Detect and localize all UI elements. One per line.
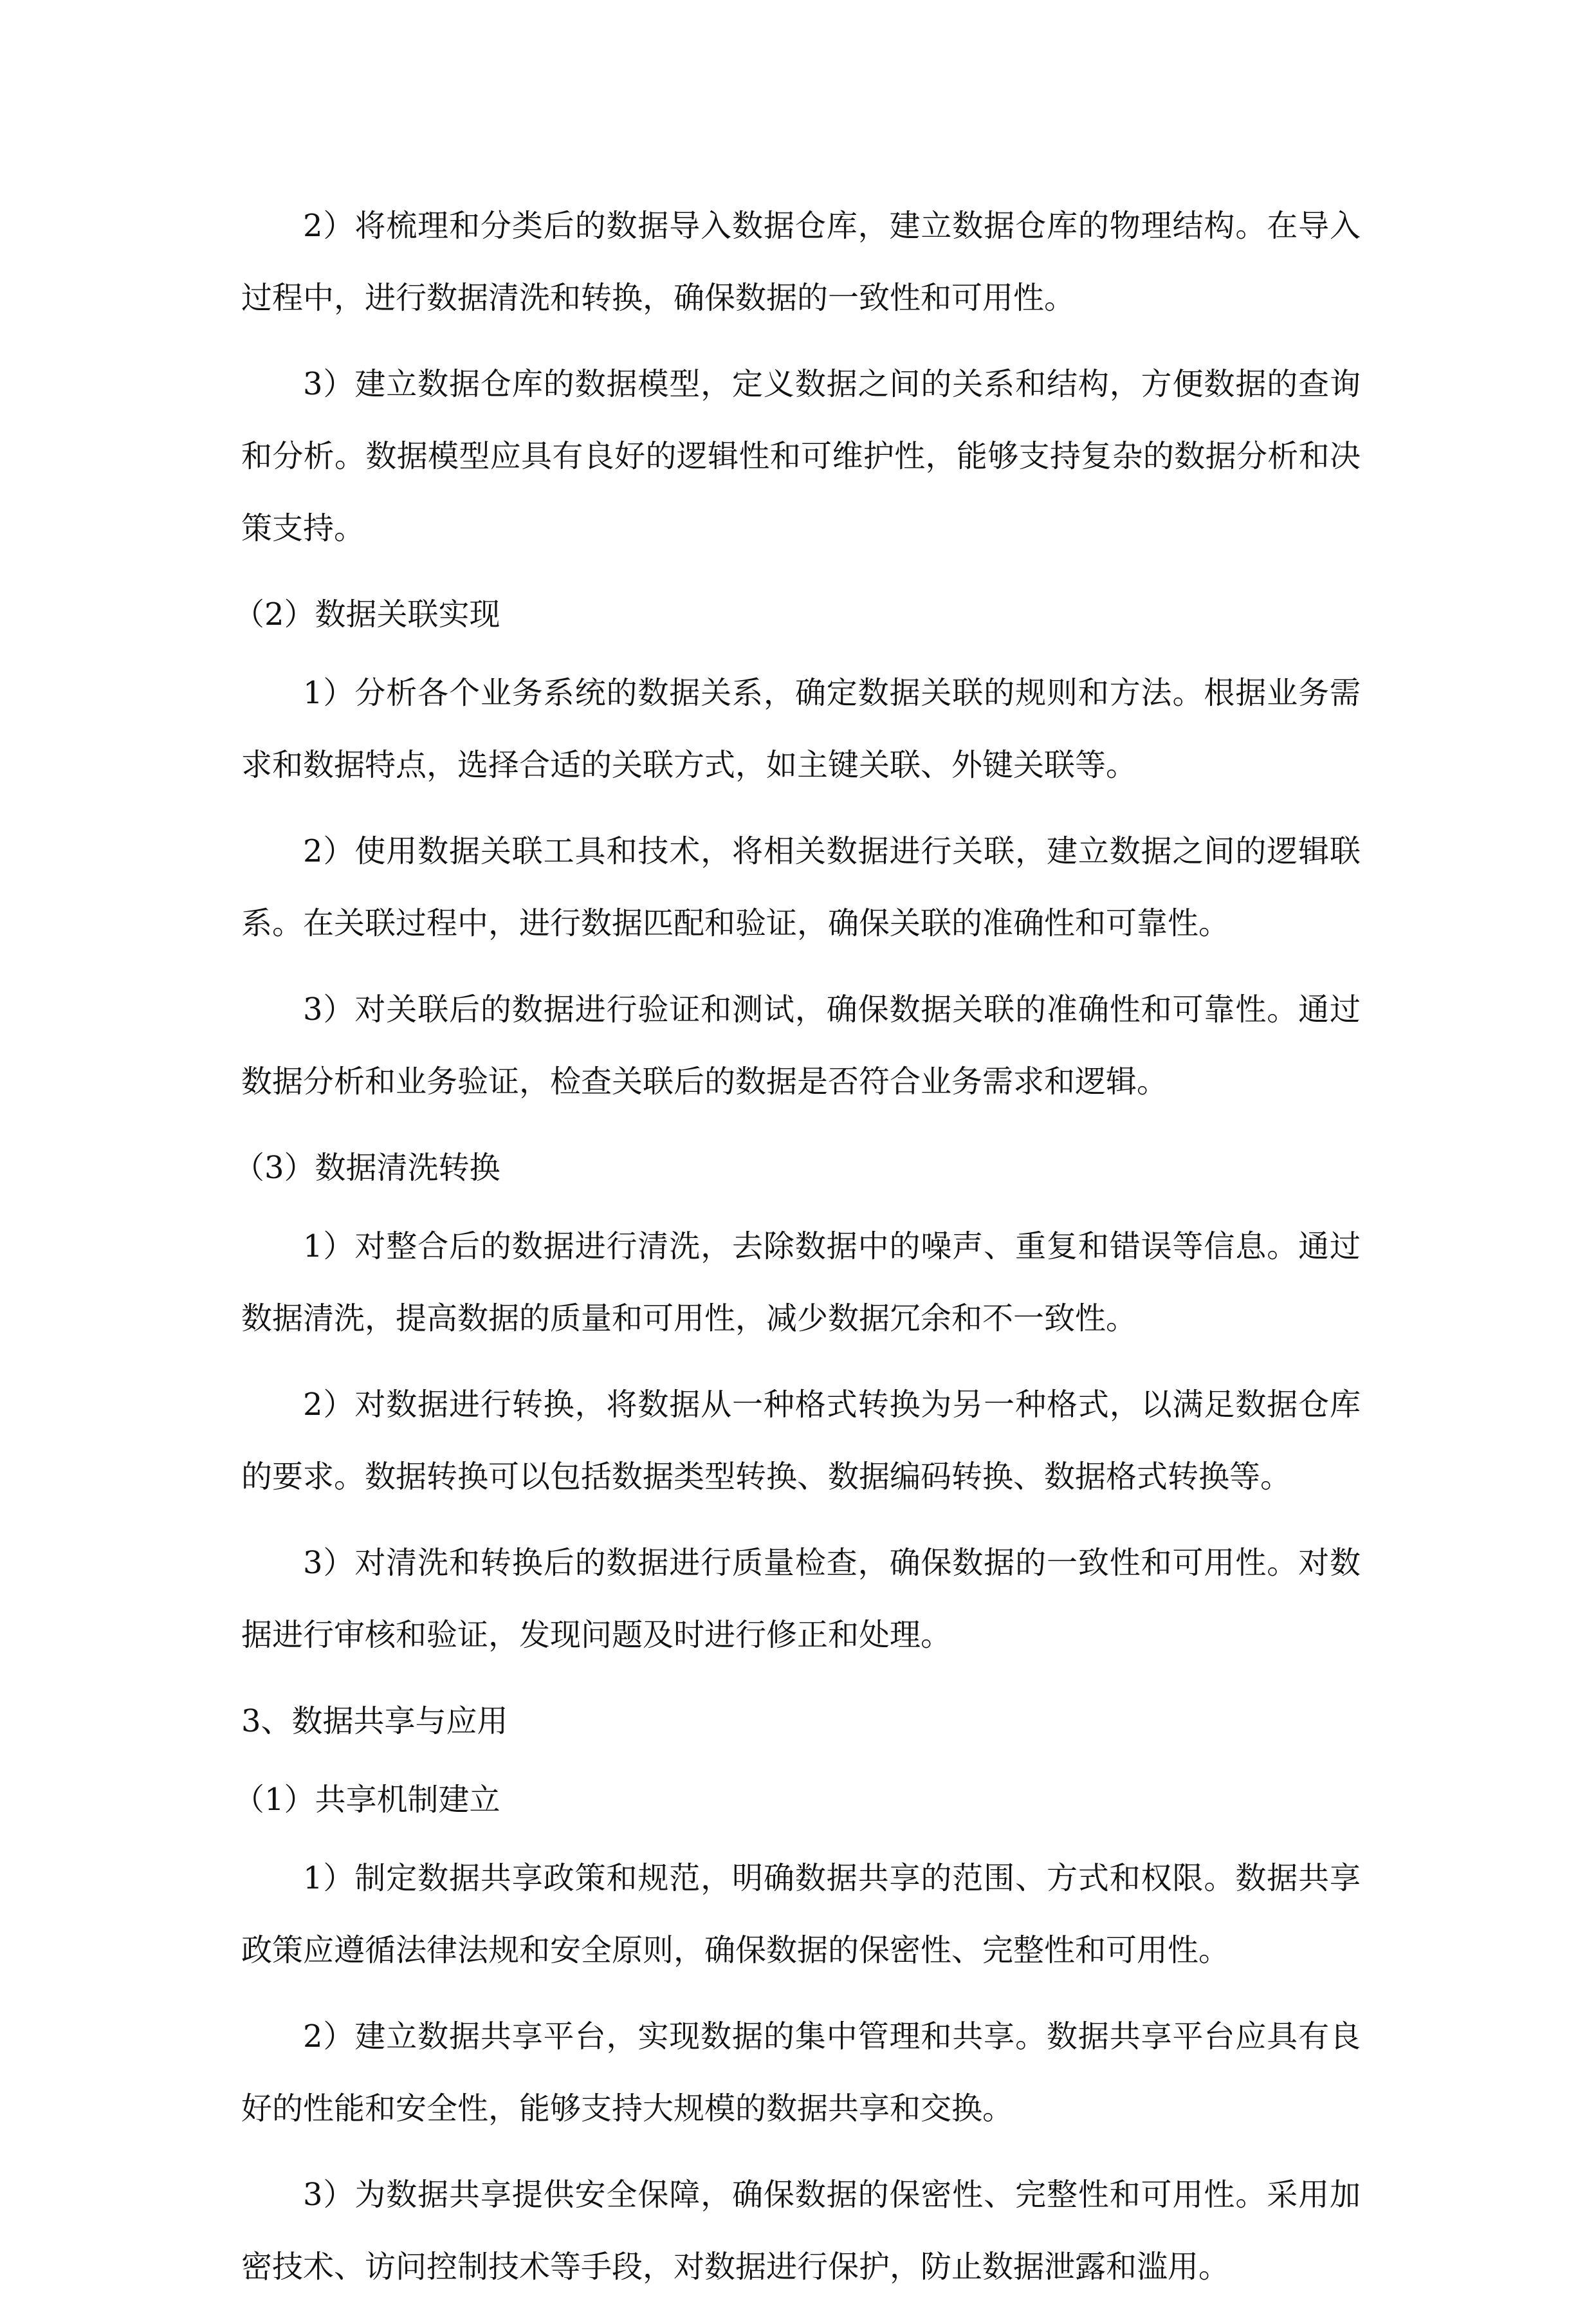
paragraph: 2）建立数据共享平台，实现数据的集中管理和共享。数据共享平台应具有良好的性能和安全性，能够支持大规模的数据共享和交换。 xyxy=(241,2018,1361,2127)
paragraph: 3）对清洗和转换后的数据进行质量检查，确保数据的一致性和可用性。对数据进行审核和验证，发现问题及时进行修正和处理。 xyxy=(241,1545,1361,1653)
paragraph: 3）为数据共享提供安全保障，确保数据的保密性、完整性和可用性。采用加密技术、访问控制技术等手段，对数据进行保护，防止数据泄露和滥用。 xyxy=(241,2177,1361,2285)
paragraph: 2）将梳理和分类后的数据导入数据仓库，建立数据仓库的物理结构。在导入过程中，进行数据清洗和转换，确保数据的一致性和可用性。 xyxy=(241,208,1361,316)
paragraph: 2）使用数据关联工具和技术，将相关数据进行关联，建立数据之间的逻辑联系。在关联过程中，进行数据匹配和验证，确保关联的准确性和可靠性。 xyxy=(241,833,1361,941)
section-heading: （3）数据清洗转换 xyxy=(234,1150,500,1186)
paragraph: 1）对整合后的数据进行清洗，去除数据中的噪声、重复和错误等信息。通过数据清洗，提高数据的质量和可用性，减少数据冗余和不一致性。 xyxy=(241,1228,1361,1336)
paragraph: 1）制定数据共享政策和规范，明确数据共享的范围、方式和权限。数据共享政策应遵循法律法规和安全原则，确保数据的保密性、完整性和可用性。 xyxy=(241,1860,1361,1968)
section-heading: （2）数据关联实现 xyxy=(234,596,500,632)
paragraph: 2）对数据进行转换，将数据从一种格式转换为另一种格式，以满足数据仓库的要求。数据转换可以包括数据类型转换、数据编码转换、数据格式转换等。 xyxy=(241,1387,1361,1495)
document-body xyxy=(234,190,1361,2317)
paragraph: 3）建立数据仓库的数据模型，定义数据之间的关系和结构，方便数据的查询和分析。数据模型应具有良好的逻辑性和可维护性，能够支持复杂的数据分析和决策支持。 xyxy=(241,366,1361,546)
section-heading: （1）共享机制建立 xyxy=(234,1782,500,1818)
paragraph: 3）对关联后的数据进行验证和测试，确保数据关联的准确性和可靠性。通过数据分析和业务验证，检查关联后的数据是否符合业务需求和逻辑。 xyxy=(241,992,1361,1100)
chapter-heading: 3、数据共享与应用 xyxy=(241,1703,508,1739)
paragraph: 1）分析各个业务系统的数据关系，确定数据关联的规则和方法。根据业务需求和数据特点，选择合适的关联方式，如主键关联、外键关联等。 xyxy=(241,675,1361,783)
